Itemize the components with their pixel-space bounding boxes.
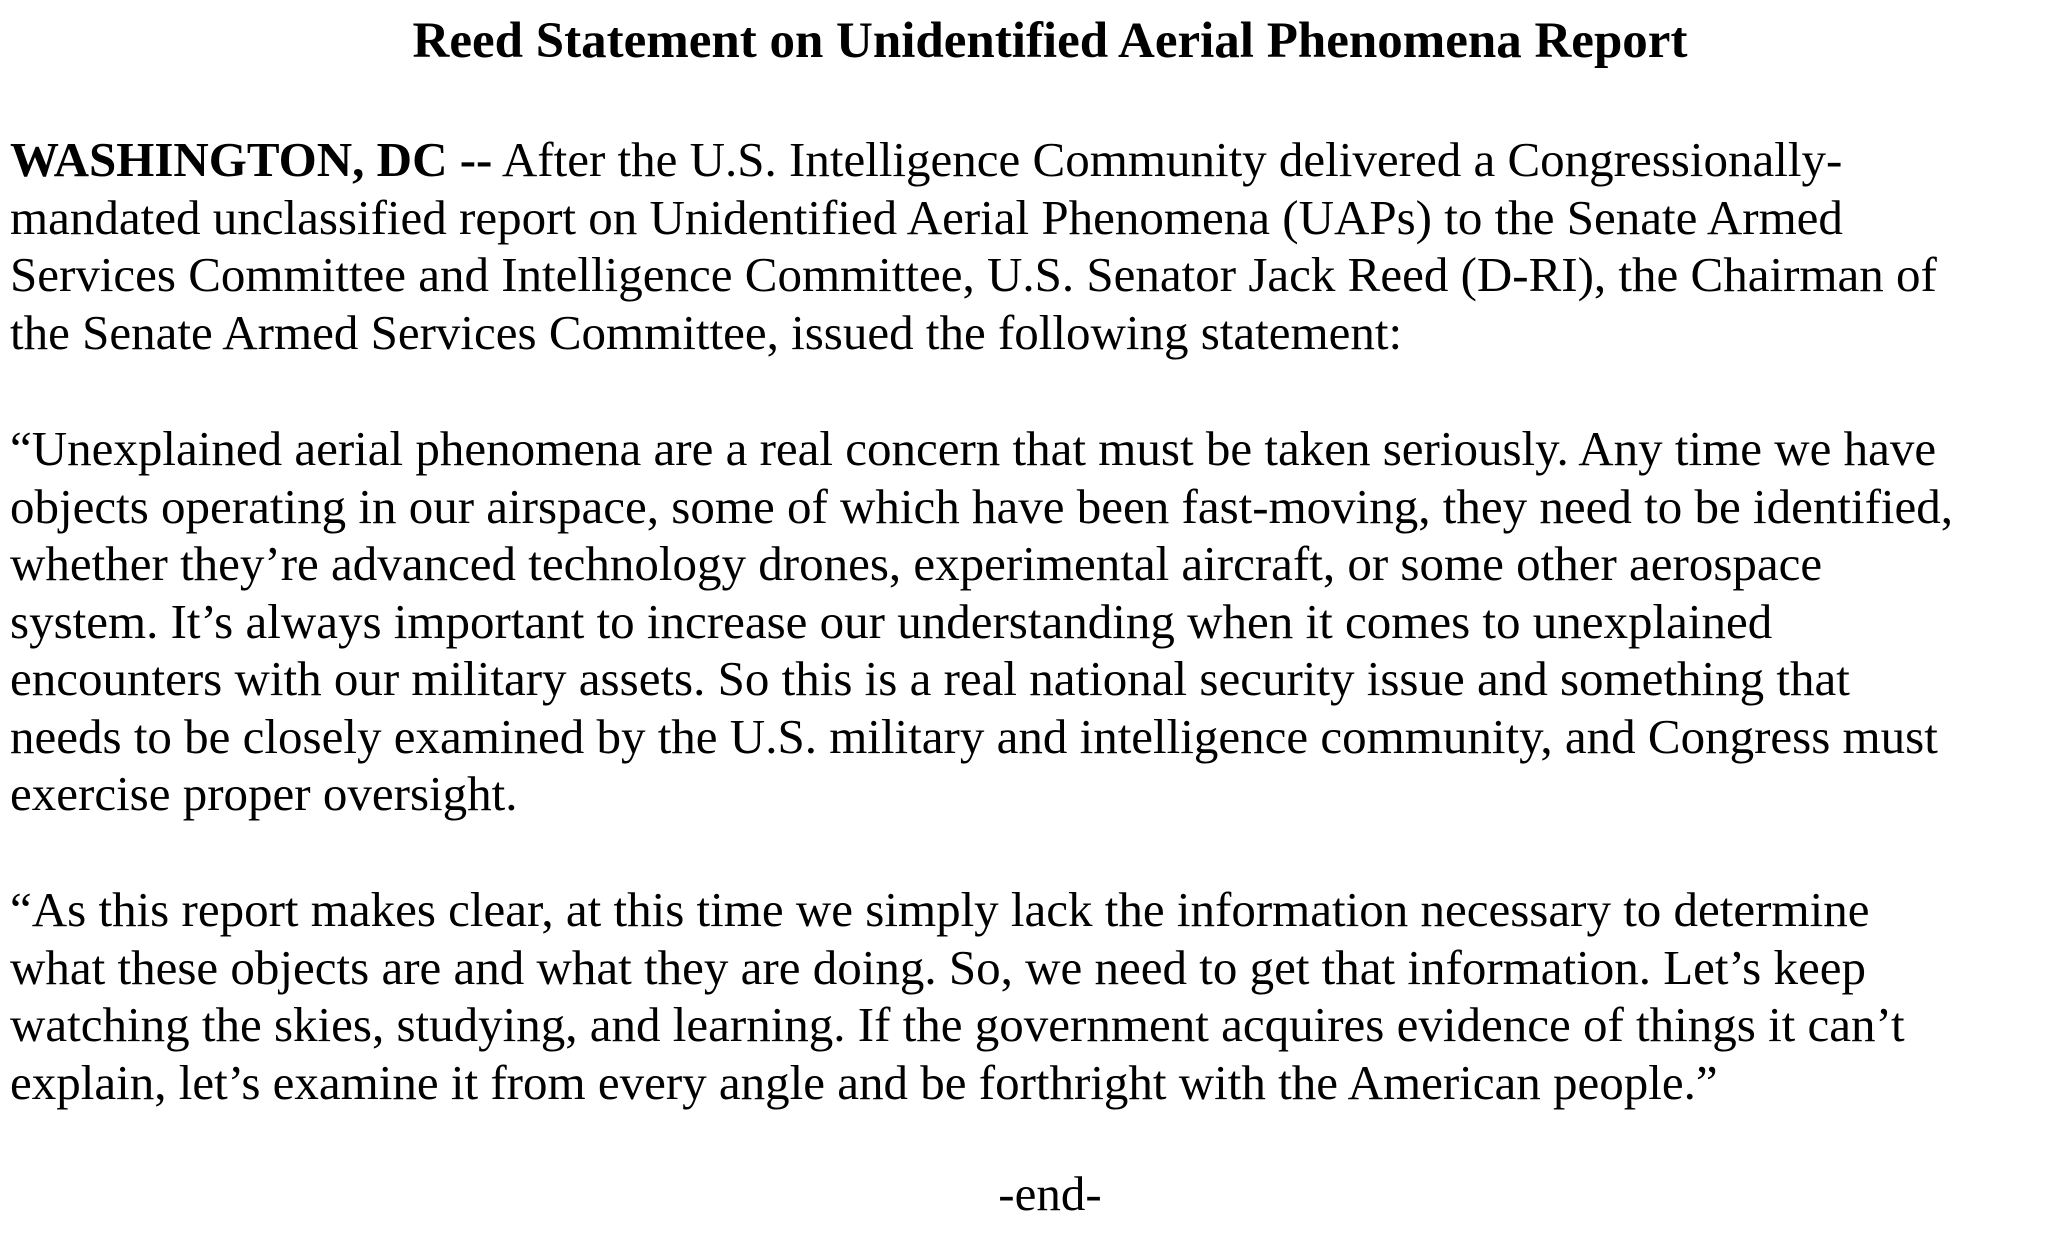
paragraph-quote-2 — [10, 881, 1905, 1111]
paragraph-line: objects operating in our airspace, some of which have been fast-moving, they need to be identified, — [10, 478, 1954, 534]
paragraph-line: system. It’s always important to increase our understanding when it comes to unexplained — [10, 593, 1773, 649]
document-title: Reed Statement on Unidentified Aerial Phenomena Report — [412, 13, 1688, 69]
paragraph-line: explain, let’s examine it from every angle and be forthright with the American people.” — [10, 1054, 1718, 1110]
paragraph-line: watching the skies, studying, and learning. If the government acquires evidence of things it can’t — [10, 997, 1905, 1052]
dateline: WASHINGTON, DC -- — [10, 132, 493, 187]
end-mark: -end- — [998, 1166, 1102, 1221]
paragraph-line-text: After the U.S. Intelligence Community delivered a Congressionally- — [492, 132, 1843, 187]
paragraph-intro — [10, 131, 1937, 361]
paragraph-line: encounters with our military assets. So this is a real national security issue and something that — [10, 651, 1850, 706]
paragraph-line: exercise proper oversight. — [10, 766, 518, 821]
paragraph-line: Services Committee and Intelligence Committee, U.S. Senator Jack Reed (D-RI), the Chairman of — [10, 247, 1937, 302]
paragraph-line: the Senate Armed Services Committee, issued the following statement: — [10, 304, 1403, 360]
paragraph-quote-1 — [10, 420, 1953, 823]
paragraph-line: needs to be closely examined by the U.S. military and intelligence community, and Congress must — [10, 708, 1938, 764]
paragraph-line — [10, 131, 1937, 189]
paragraph-line: whether they’re advanced technology drones, experimental aircraft, or some other aerospace — [10, 536, 1823, 591]
paragraph-line: “As this report makes clear, at this time we simply lack the information necessary to determine — [10, 882, 1870, 937]
paragraph-line: what these objects are and what they are doing. So, we need to get that information. Let’s keep — [10, 939, 1866, 995]
paragraph-line: “Unexplained aerial phenomena are a real concern that must be taken seriously. Any time we have — [10, 421, 1937, 476]
paragraph-line: mandated unclassified report on Unidentified Aerial Phenomena (UAPs) to the Senate Armed — [10, 189, 1843, 245]
